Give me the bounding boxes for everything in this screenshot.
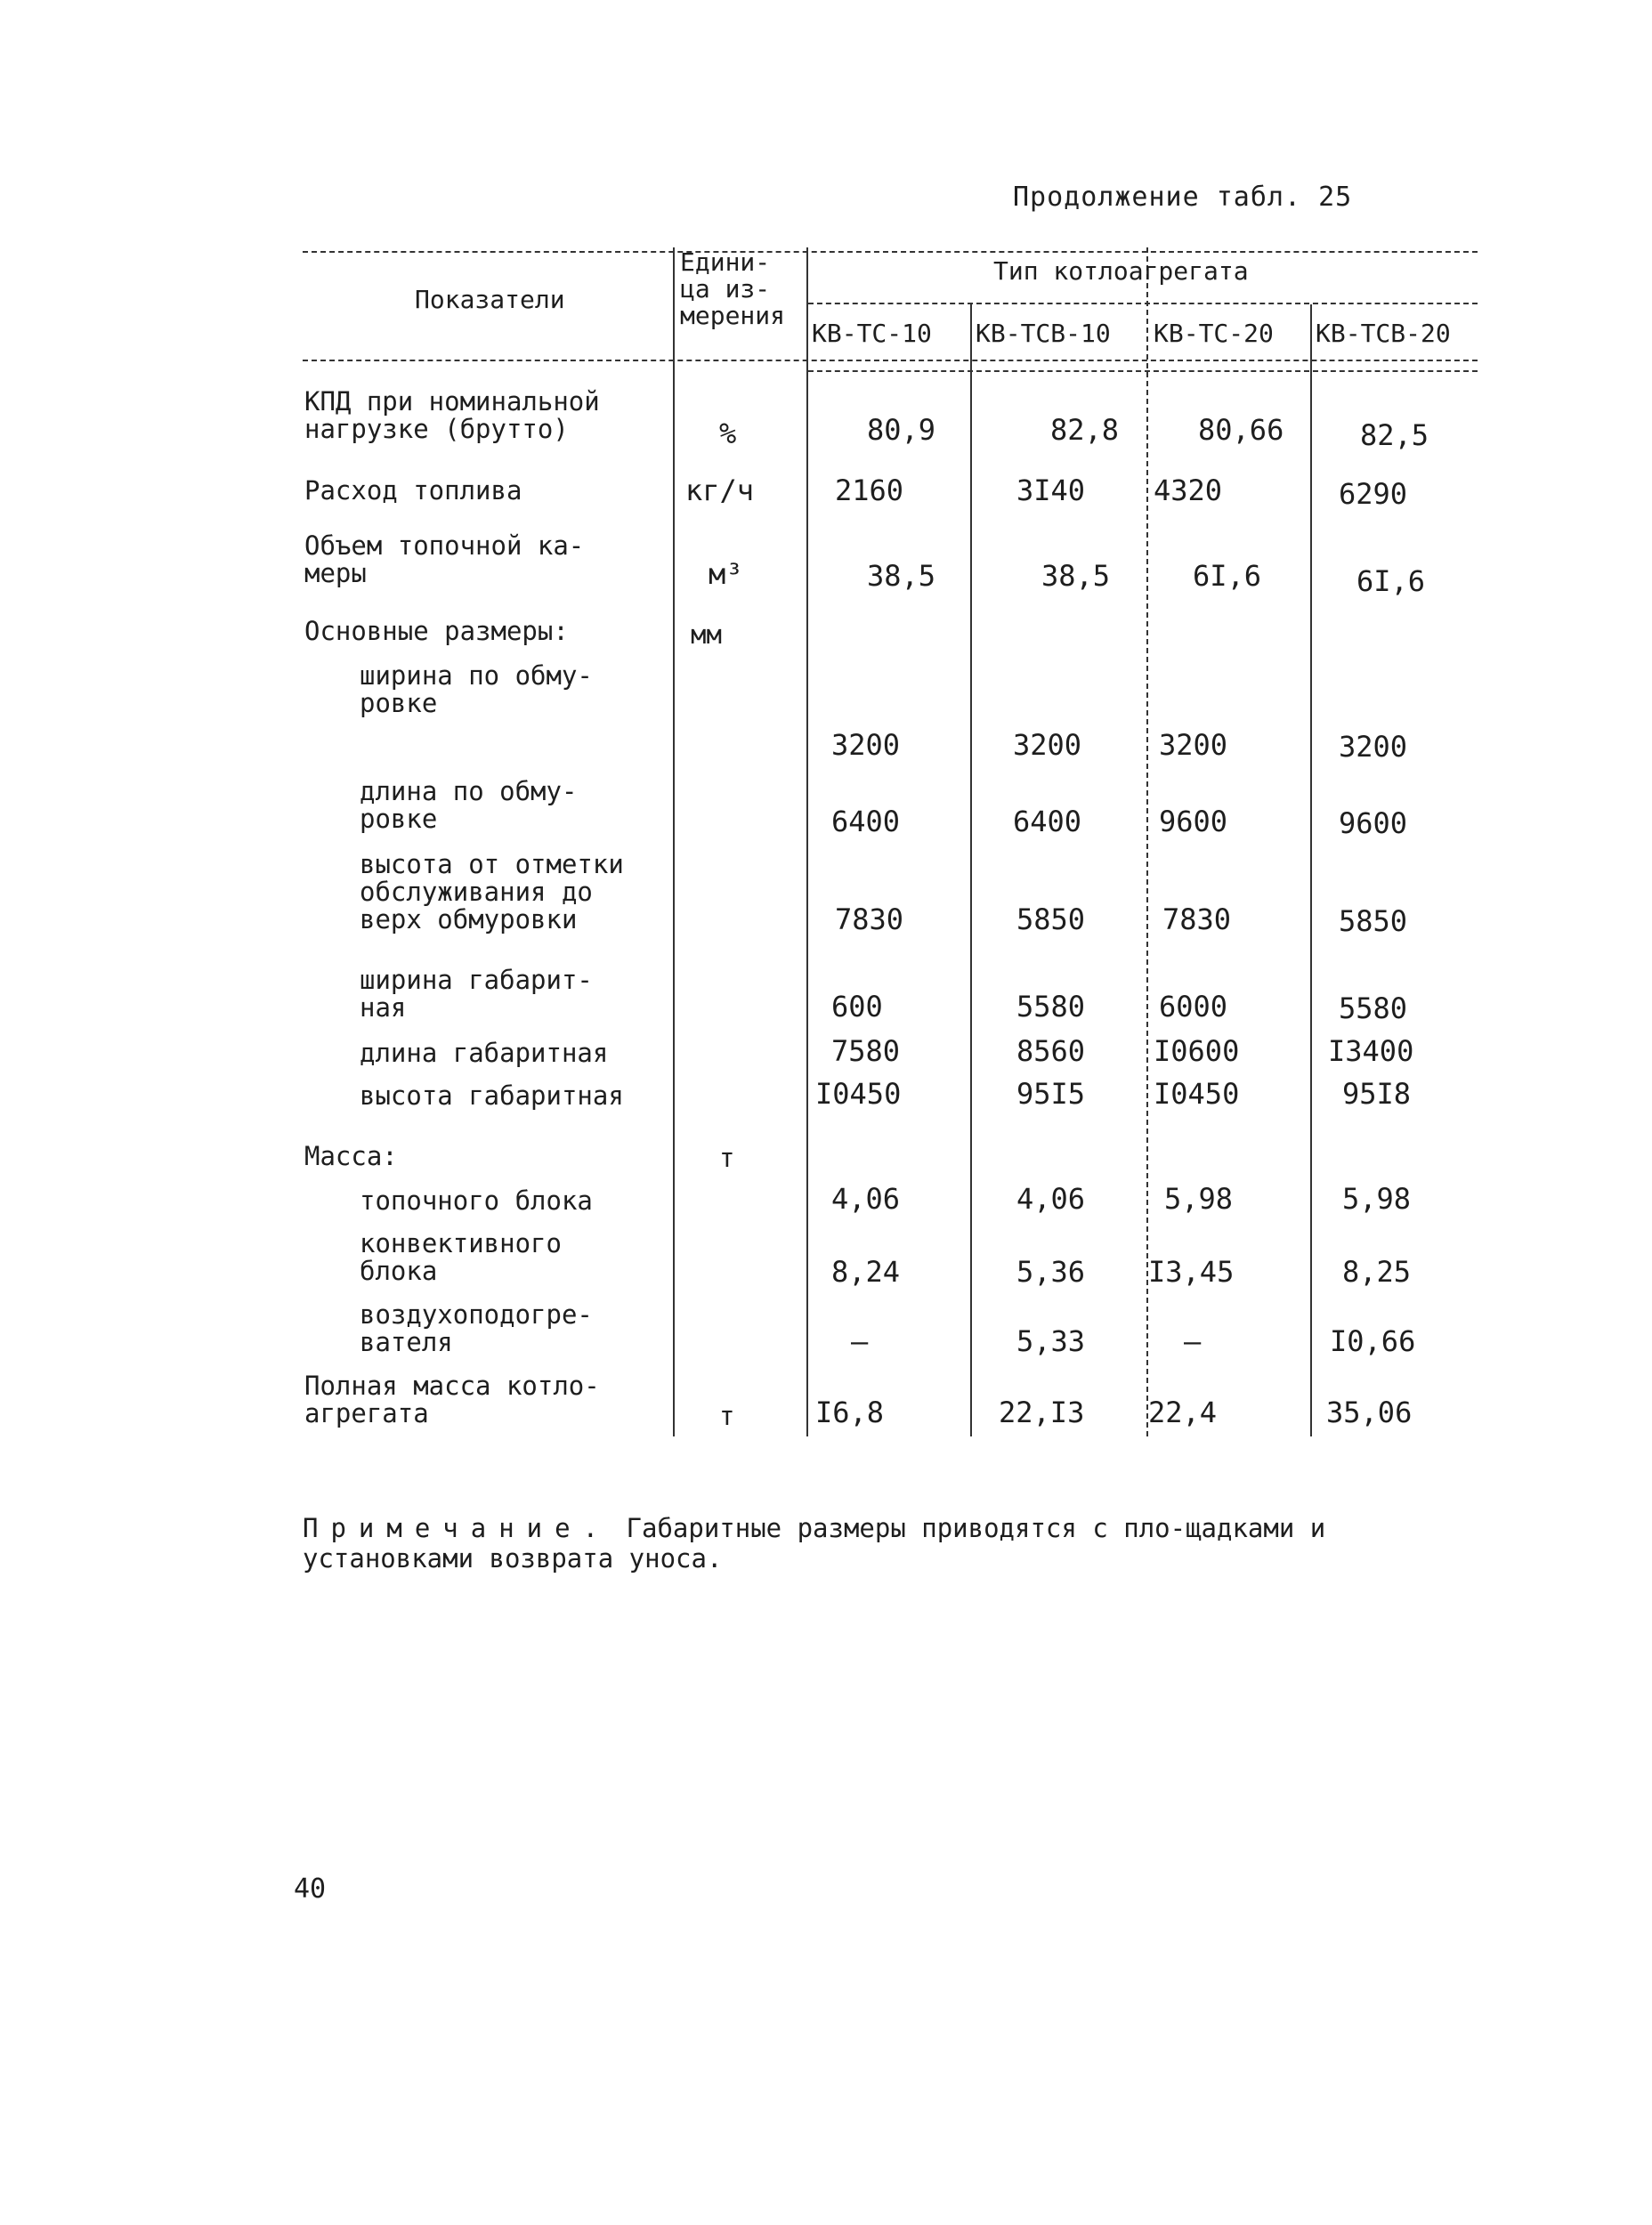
value-cell: 9600 [1159, 805, 1228, 838]
value-cell: 22,4 [1148, 1396, 1218, 1429]
indicator-label [360, 967, 593, 1022]
indicator-line: воздухоподогре- [360, 1299, 593, 1330]
indicator-line: меры [304, 558, 367, 588]
value-cell: 38,5 [1041, 559, 1111, 593]
header-unit-line: мерения [680, 301, 786, 330]
indicator-line: верх обмуровки [360, 904, 578, 934]
header-unit [680, 249, 785, 329]
value-cell: 3200 [1339, 730, 1408, 764]
value-cell: 9600 [1339, 806, 1408, 840]
value-cell: 4,06 [1016, 1182, 1086, 1216]
value-cell: 95I8 [1342, 1077, 1412, 1111]
unit-cell: мм [691, 619, 722, 650]
indicator-line: обслуживания до [360, 877, 593, 907]
indicator-label [304, 532, 584, 587]
footnote-lead: Примечание. [303, 1513, 611, 1543]
value-cell: 82,8 [1050, 413, 1120, 447]
value-cell: I0450 [815, 1077, 902, 1111]
value-cell: I0,66 [1330, 1324, 1416, 1358]
indicator-line: ровке [360, 688, 438, 718]
indicator-line: ширина по обму- [360, 660, 593, 691]
value-cell: 5850 [1339, 904, 1408, 938]
value-cell: – [851, 1324, 869, 1358]
table-header-rule [303, 360, 1478, 361]
value-cell: 8,25 [1342, 1255, 1412, 1289]
value-cell: 7830 [1162, 902, 1232, 936]
header-boiler-type: Тип котлоагрегата [993, 256, 1249, 286]
indicator-label [360, 1040, 608, 1067]
indicator-line: КПД при номинальной [304, 386, 600, 417]
indicator-label [304, 618, 569, 645]
value-cell: I3,45 [1148, 1255, 1235, 1289]
header-model: КВ-ТСВ-20 [1316, 319, 1451, 348]
value-cell: 3I40 [1016, 473, 1086, 507]
value-cell: 5580 [1339, 991, 1408, 1025]
value-cell: 8560 [1016, 1034, 1086, 1068]
header-model: КВ-ТСВ-10 [976, 319, 1111, 348]
header-unit-line: Едини- [680, 247, 771, 277]
unit-cell: т [719, 1401, 735, 1431]
unit-cell: м³ [709, 557, 743, 591]
indicator-line: вателя [360, 1327, 453, 1357]
indicator-label [304, 388, 600, 443]
value-cell: 5,98 [1164, 1182, 1234, 1216]
value-cell: I0450 [1154, 1077, 1240, 1111]
indicator-line: блока [360, 1256, 438, 1286]
indicator-label [360, 778, 577, 833]
column-divider [970, 304, 972, 1436]
value-cell: 5,98 [1342, 1182, 1412, 1216]
indicator-label [360, 1230, 562, 1285]
table-continuation-caption: Продолжение табл. 25 [1013, 182, 1353, 213]
table-header-rule-2 [808, 370, 1478, 372]
value-cell: 80,9 [867, 413, 936, 447]
indicator-line: конвективного [360, 1228, 562, 1258]
value-cell: 5,33 [1016, 1324, 1086, 1358]
table-group-rule [808, 303, 1478, 304]
indicator-line: Масса: [304, 1141, 398, 1171]
value-cell: 6400 [831, 805, 901, 838]
indicator-line: Расход топлива [304, 475, 522, 506]
indicator-label [360, 1187, 593, 1215]
value-cell: 8,24 [831, 1255, 901, 1289]
value-cell: 7580 [831, 1034, 901, 1068]
value-cell: 6290 [1339, 477, 1408, 511]
value-cell: 4320 [1154, 473, 1223, 507]
value-cell: I0600 [1154, 1034, 1240, 1068]
indicator-line: топочного блока [360, 1185, 593, 1216]
value-cell: 3200 [1159, 728, 1228, 762]
value-cell: 5580 [1016, 990, 1086, 1024]
value-cell: 6I,6 [1356, 564, 1426, 598]
indicator-label [360, 662, 593, 717]
indicator-line: длина по обму- [360, 776, 578, 806]
value-cell: 38,5 [867, 559, 936, 593]
value-cell: 6400 [1013, 805, 1082, 838]
header-model: КВ-ТС-10 [812, 319, 932, 348]
value-cell: 22,I3 [999, 1396, 1085, 1429]
indicator-line: длина габаритная [360, 1038, 609, 1068]
indicator-line: агрегата [304, 1398, 429, 1428]
column-divider [1310, 304, 1312, 1436]
column-divider [806, 247, 808, 1436]
header-model: КВ-ТС-20 [1154, 319, 1274, 348]
value-cell: 80,66 [1198, 413, 1284, 447]
value-cell: 82,5 [1360, 418, 1429, 452]
indicator-label [360, 851, 624, 934]
indicator-line: высота габаритная [360, 1080, 624, 1111]
value-cell: – [1184, 1324, 1202, 1358]
value-cell: 3200 [1013, 728, 1082, 762]
indicator-line: ширина габарит- [360, 965, 593, 995]
column-divider [673, 247, 675, 1436]
value-cell: 4,06 [831, 1182, 901, 1216]
indicator-label [304, 1372, 600, 1428]
indicator-label [304, 477, 522, 505]
table-footnote [303, 1513, 1469, 1574]
value-cell: 600 [831, 990, 883, 1024]
indicator-line: нагрузке (брутто) [304, 414, 569, 444]
value-cell: 3200 [831, 728, 901, 762]
value-cell: 95I5 [1016, 1077, 1086, 1111]
indicator-line: Полная масса котло- [304, 1371, 600, 1401]
indicator-line: ровке [360, 804, 438, 834]
value-cell: 7830 [835, 902, 904, 936]
value-cell: 5850 [1016, 902, 1086, 936]
value-cell: 5,36 [1016, 1255, 1086, 1289]
page-number: 40 [294, 1873, 327, 1905]
value-cell: 35,06 [1326, 1396, 1413, 1429]
indicator-label [360, 1301, 593, 1356]
table-top-rule [303, 251, 1478, 253]
indicator-line: Основные размеры: [304, 616, 569, 646]
header-indicator: Показатели [415, 285, 565, 314]
header-unit-line: ца из- [680, 274, 771, 303]
value-cell: I3400 [1328, 1034, 1414, 1068]
unit-cell: т [719, 1143, 735, 1173]
value-cell: 6000 [1159, 990, 1228, 1024]
unit-cell: % [719, 417, 737, 450]
value-cell: 6I,6 [1193, 559, 1262, 593]
indicator-line: Объем топочной ка- [304, 530, 585, 561]
indicator-label [360, 1082, 624, 1110]
indicator-line: ная [360, 992, 407, 1023]
unit-cell: кг/ч [685, 473, 755, 507]
indicator-label [304, 1143, 398, 1170]
value-cell: I6,8 [815, 1396, 885, 1429]
value-cell: 2160 [835, 473, 904, 507]
indicator-line: высота от отметки [360, 849, 624, 879]
footnote-text: Габаритные размеры приводятся с пло-щадками и установками возврата уноса. [303, 1513, 1326, 1574]
